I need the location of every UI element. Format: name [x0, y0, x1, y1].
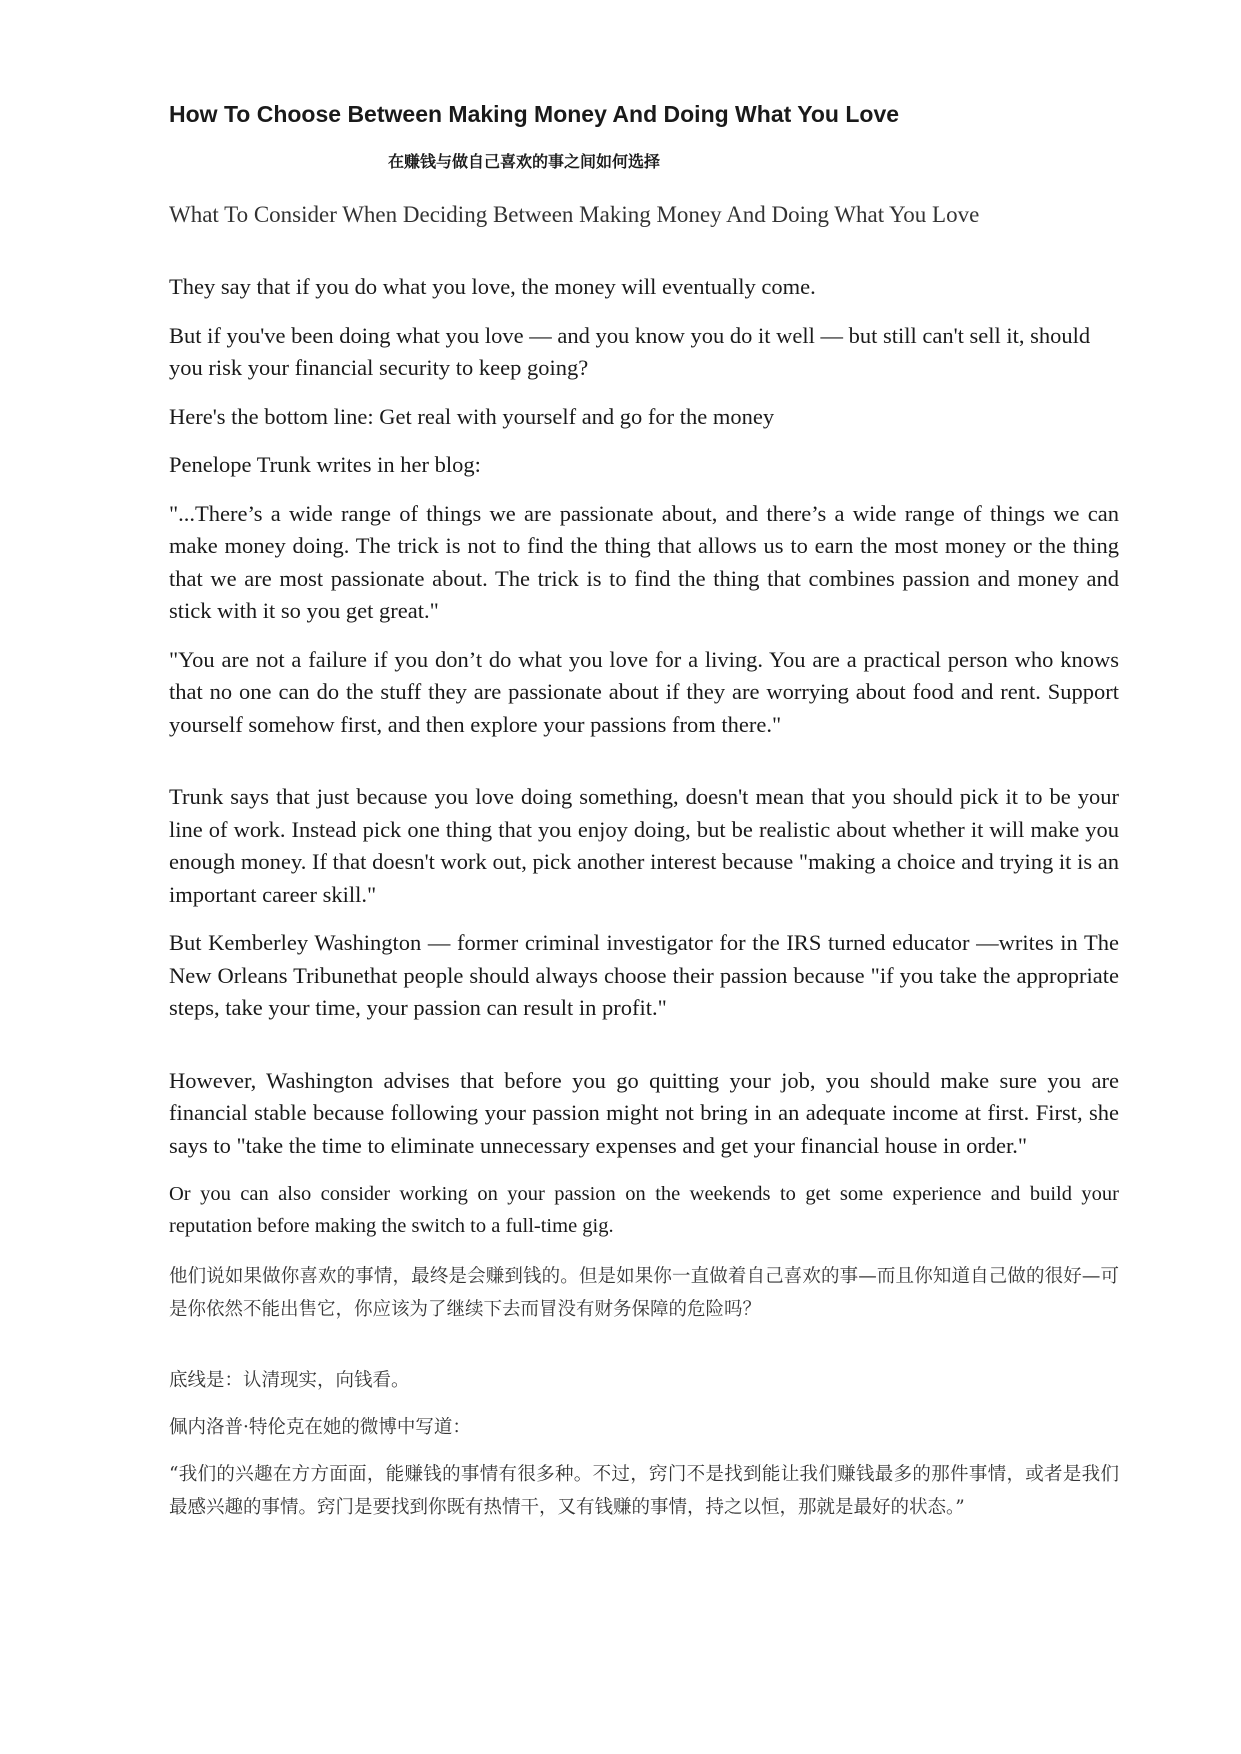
- paragraph-chinese-intro: 他们说如果做你喜欢的事情，最终是会赚到钱的。但是如果你一直做着自己喜欢的事—而且你知道自己做的很好—可是你依然不能出售它，你应该为了继续下去而冒没有财务保障的危险吗？: [169, 1266, 1119, 1320]
- paragraph-trunk-intro: Penelope Trunk writes in her blog:: [169, 452, 481, 477]
- paragraph-question: But if you've been doing what you love — and you know you do it well — but still can't sell it, should you risk your financial security to keep going?: [169, 322, 1091, 380]
- document-body: [169, 98, 1119, 1538]
- paragraph-chinese-trunk-quote: “我们的兴趣在方方面面，能赚钱的事情有很多种。不过，窍门不是找到能让我们赚钱最多的那件事情，或者是我们最感兴趣的事情。窍门是要找到你既有热情干，又有钱赚的事情，持之以恒，那就是最好的状态。”: [169, 1464, 1119, 1518]
- paragraph-trunk-advice: Trunk says that just because you love doing something, doesn't mean that you should pick it to be your line of work. Instead pick one thing that you enjoy doing, but be realistic about whether it will make you enough money. If that doesn't work out, pick another interest because "making a choice and trying it is an important career skill.": [169, 784, 1119, 907]
- document-title: How To Choose Between Making Money And Doing What You Love: [169, 101, 900, 127]
- paragraph-chinese-bottom-line: 底线是：认清现实，向钱看。: [169, 1370, 410, 1391]
- document-title-chinese: 在赚钱与做自己喜欢的事之间如何选择: [388, 152, 661, 171]
- paragraph-intro: They say that if you do what you love, the money will eventually come.: [169, 274, 816, 299]
- paragraph-trunk-quote-2: "You are not a failure if you don’t do what you love for a living. You are a practical person who knows that no one can do the stuff they are passionate about if they are worrying about food and rent. Support yourself somehow first, and then explore your passions from there.": [169, 646, 1119, 737]
- paragraph-bottom-line: Here's the bottom line: Get real with yourself and go for the money: [169, 403, 775, 429]
- paragraph-trunk-quote-1: "...There’s a wide range of things we are passionate about, and there’s a wide range of things we can make money doing. The trick is not to find the thing that allows us to earn the most money or the thing that we are most passionate about. The trick is to find the thing that combines passion and money and stick with it so you get great.": [169, 500, 1119, 623]
- paragraph-chinese-trunk-intro: 佩内洛普·特伦克在她的微博中写道：: [169, 1417, 471, 1438]
- paragraph-washington-advice: However, Washington advises that before you go quitting your job, you should make sure you are financial stable because following your passion might not bring in an adequate income at first. First, she says to "take the time to eliminate unnecessary expenses and get your financial house in order.": [169, 1067, 1119, 1158]
- paragraph-weekends: Or you can also consider working on your passion on the weekends to get some experience and build your reputation before making the switch to a full-time gig.: [169, 1183, 1119, 1237]
- document-subtitle: What To Consider When Deciding Between Making Money And Doing What You Love: [169, 202, 980, 227]
- paragraph-washington: But Kemberley Washington — former criminal investigator for the IRS turned educator —writes in The New Orleans Tribunethat people should always choose their passion because "if you take the appropriate steps, take your time, your passion can result in profit.": [169, 930, 1119, 1020]
